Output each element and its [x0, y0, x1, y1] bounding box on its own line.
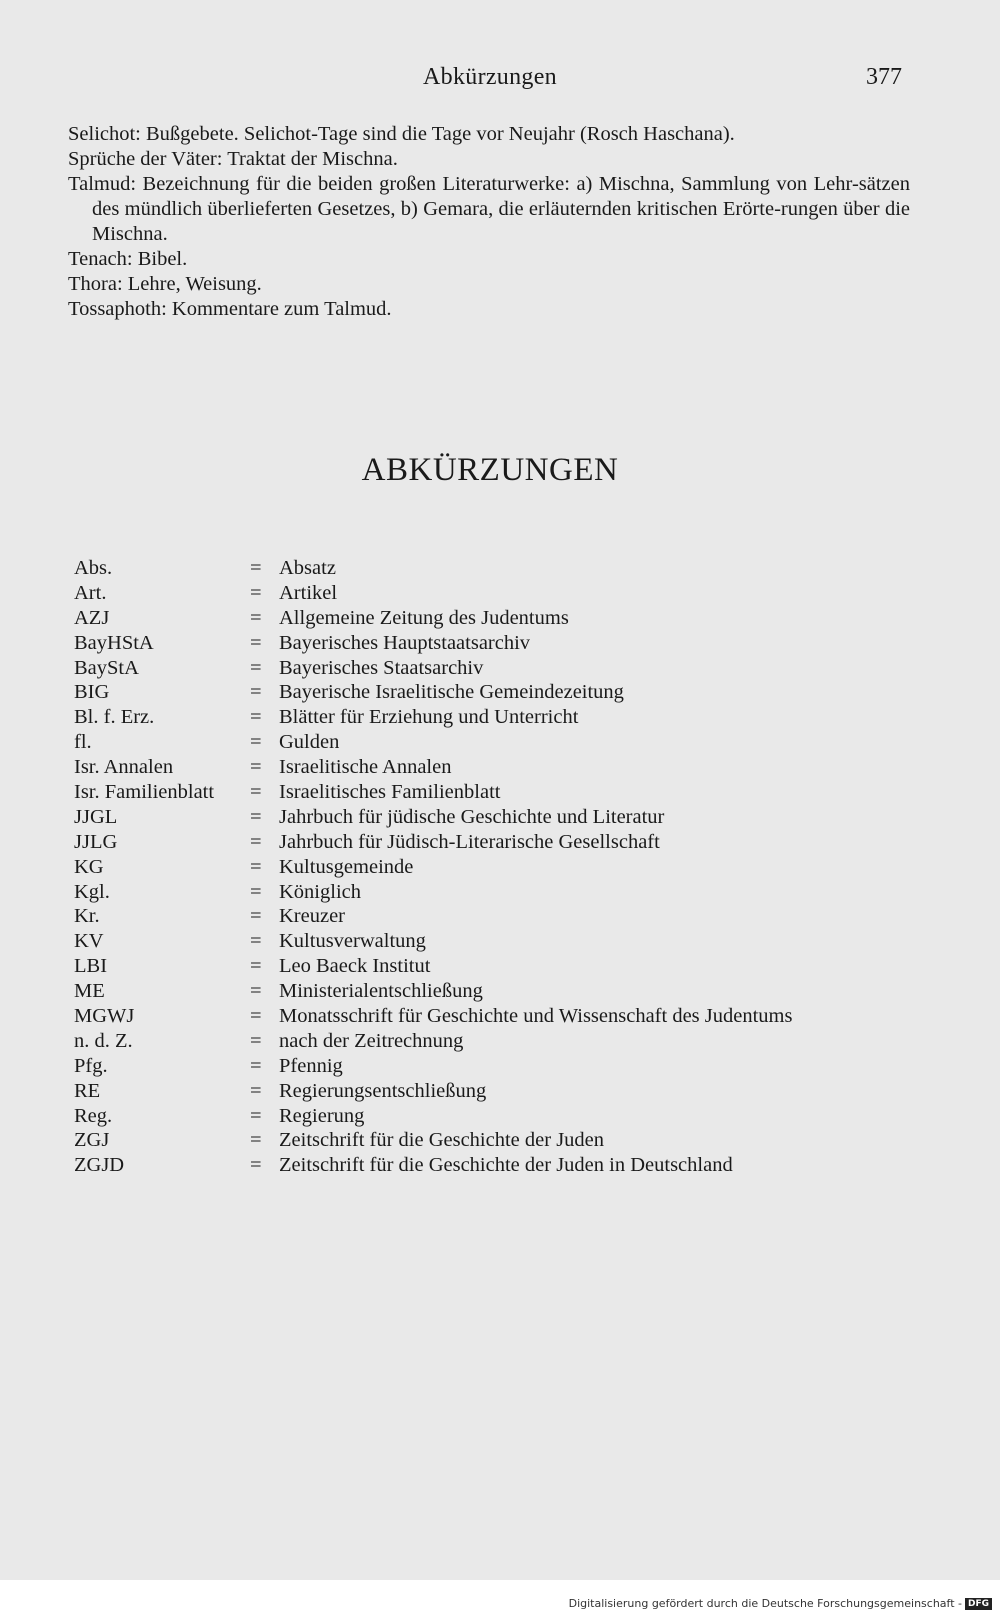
- abbreviation-row: [74, 979, 874, 1004]
- abbreviation-term: Isr. Familienblatt: [74, 781, 215, 804]
- abbreviation-definition: Artikel: [279, 581, 338, 604]
- abbreviation-definition: Ministerialentschließung: [279, 980, 483, 1003]
- equals-sign: =: [250, 781, 262, 804]
- page-number: 377: [866, 64, 902, 90]
- equals-sign: =: [250, 1029, 262, 1052]
- equals-sign: =: [250, 1005, 262, 1028]
- abbreviation-list: [74, 556, 874, 1178]
- glossary-entry: Thora: Lehre, Weisung.: [68, 273, 262, 295]
- abbreviation-term: KG: [74, 855, 104, 878]
- equals-sign: =: [250, 1129, 262, 1152]
- abbreviation-term: Abs.: [74, 557, 113, 579]
- equals-sign: =: [250, 1079, 262, 1102]
- equals-sign: =: [250, 606, 262, 629]
- glossary-entry: Selichot: Bußgebete. Selichot-Tage sind die Tage vor Neujahr (Rosch Haschana).: [68, 123, 735, 145]
- abbreviation-row: [74, 1054, 874, 1079]
- abbreviation-term: ZGJD: [74, 1154, 125, 1177]
- section-heading: ABKÜRZUNGEN: [361, 452, 619, 488]
- abbreviation-row: [74, 556, 874, 581]
- abbreviation-term: ZGJ: [74, 1129, 110, 1152]
- equals-sign: =: [250, 756, 262, 779]
- abbreviation-row: [74, 705, 874, 730]
- abbreviation-definition: Königlich: [279, 880, 361, 903]
- equals-sign: =: [250, 706, 262, 729]
- abbreviation-row: [74, 1029, 874, 1054]
- abbreviation-row: [74, 1104, 874, 1129]
- equals-sign: =: [250, 880, 262, 903]
- equals-sign: =: [250, 1104, 262, 1127]
- abbreviation-term: Reg.: [74, 1104, 113, 1127]
- abbreviation-term: fl.: [74, 731, 92, 754]
- abbreviation-definition: Zeitschrift für die Geschichte der Juden in Deutschland: [279, 1154, 733, 1177]
- glossary: [68, 122, 910, 322]
- abbreviation-definition: Bayerisches Staatsarchiv: [279, 656, 484, 679]
- abbreviation-term: Kgl.: [74, 880, 110, 903]
- abbreviation-row: [74, 730, 874, 755]
- equals-sign: =: [250, 656, 262, 679]
- abbreviation-definition: Bayerische Israelitische Gemeindezeitung: [279, 681, 624, 704]
- abbreviation-term: KV: [74, 930, 104, 953]
- abbreviation-row: [74, 631, 874, 656]
- abbreviation-definition: Israelitische Annalen: [279, 756, 452, 779]
- abbreviation-definition: Regierung: [279, 1104, 365, 1127]
- abbreviation-definition: Jahrbuch für jüdische Geschichte und Literatur: [279, 805, 665, 828]
- running-title: Abkürzungen: [423, 64, 557, 90]
- abbreviation-row: [74, 581, 874, 606]
- abbreviation-definition: Jahrbuch für Jüdisch-Literarische Gesellschaft: [279, 830, 660, 853]
- abbreviation-row: [74, 1153, 874, 1178]
- abbreviation-row: [74, 904, 874, 929]
- dfg-logo: DFG: [965, 1598, 992, 1610]
- equals-sign: =: [250, 930, 262, 953]
- equals-sign: =: [250, 581, 262, 604]
- equals-sign: =: [250, 980, 262, 1003]
- equals-sign: =: [250, 955, 262, 978]
- abbreviation-row: [74, 954, 874, 979]
- glossary-entry: Sprüche der Väter: Traktat der Mischna.: [68, 148, 398, 170]
- abbreviation-definition: Allgemeine Zeitung des Judentums: [279, 606, 569, 629]
- equals-sign: =: [250, 681, 262, 704]
- abbreviation-definition: Monatsschrift für Geschichte und Wissenschaft des Judentums: [279, 1005, 793, 1028]
- abbreviation-row: [74, 1079, 874, 1104]
- equals-sign: =: [250, 1054, 262, 1077]
- abbreviation-definition: Kreuzer: [279, 905, 346, 928]
- abbreviation-term: BayHStA: [74, 631, 154, 654]
- abbreviation-row: [74, 830, 874, 855]
- abbreviation-row: [74, 606, 874, 631]
- digitization-footer: [569, 1597, 992, 1610]
- abbreviation-row: [74, 929, 874, 954]
- abbreviation-row: [74, 1004, 874, 1029]
- abbreviation-row: [74, 805, 874, 830]
- abbreviation-definition: Israelitisches Familienblatt: [279, 781, 501, 804]
- abbreviation-row: [74, 680, 874, 705]
- abbreviation-term: n. d. Z.: [74, 1029, 133, 1052]
- abbreviation-term: ME: [74, 980, 105, 1003]
- abbreviation-definition: nach der Zeitrechnung: [279, 1029, 464, 1052]
- glossary-entry: Talmud: Bezeichnung für die beiden großen Literaturwerke: a) Mischna, Sammlung von Lehr-sätzen des mündlich überlieferten Gesetzes, b) Gemara, die erläuternden kritischen Erörte-rungen über die Mischna.: [68, 173, 910, 245]
- abbreviation-definition: Regierungsentschließung: [279, 1079, 487, 1102]
- abbreviation-definition: Bayerisches Hauptstaatsarchiv: [279, 631, 531, 654]
- abbreviation-row: [74, 656, 874, 681]
- abbreviation-row: [74, 855, 874, 880]
- abbreviation-term: Bl. f. Erz.: [74, 706, 155, 729]
- equals-sign: =: [250, 805, 262, 828]
- running-head: [0, 64, 1000, 94]
- equals-sign: =: [250, 731, 262, 754]
- glossary-entry: Tossaphoth: Kommentare zum Talmud.: [68, 298, 392, 320]
- abbreviation-definition: Pfennig: [279, 1054, 343, 1077]
- abbreviation-definition: Kultusgemeinde: [279, 855, 414, 878]
- abbreviation-row: [74, 780, 874, 805]
- abbreviation-term: BayStA: [74, 656, 139, 679]
- equals-sign: =: [250, 631, 262, 654]
- abbreviation-definition: Absatz: [279, 557, 336, 579]
- abbreviation-row: [74, 1128, 874, 1153]
- abbreviation-term: LBI: [74, 955, 108, 978]
- abbreviation-definition: Gulden: [279, 731, 340, 754]
- abbreviation-term: Art.: [74, 581, 107, 604]
- abbreviation-term: JJLG: [74, 830, 118, 853]
- abbreviation-term: MGWJ: [74, 1005, 135, 1028]
- abbreviation-definition: Leo Baeck Institut: [279, 955, 431, 978]
- abbreviation-term: BIG: [74, 681, 110, 704]
- footer-text: Digitalisierung gefördert durch die Deutsche Forschungsgemeinschaft -: [568, 1597, 962, 1610]
- abbreviation-term: Isr. Annalen: [74, 756, 174, 779]
- abbreviation-term: JJGL: [74, 805, 118, 828]
- abbreviation-term: AZJ: [74, 606, 110, 629]
- abbreviation-term: Pfg.: [74, 1054, 108, 1077]
- equals-sign: =: [250, 855, 262, 878]
- equals-sign: =: [250, 905, 262, 928]
- abbreviation-definition: Zeitschrift für die Geschichte der Juden: [279, 1129, 605, 1152]
- equals-sign: =: [250, 557, 262, 579]
- abbreviation-row: [74, 880, 874, 905]
- glossary-entry: Tenach: Bibel.: [68, 248, 188, 270]
- abbreviation-term: Kr.: [74, 905, 100, 928]
- abbreviation-definition: Blätter für Erziehung und Unterricht: [279, 706, 579, 729]
- equals-sign: =: [250, 830, 262, 853]
- equals-sign: =: [250, 1154, 262, 1177]
- abbreviation-term: RE: [74, 1079, 101, 1102]
- abbreviation-definition: Kultusverwaltung: [279, 930, 426, 953]
- abbreviation-row: [74, 755, 874, 780]
